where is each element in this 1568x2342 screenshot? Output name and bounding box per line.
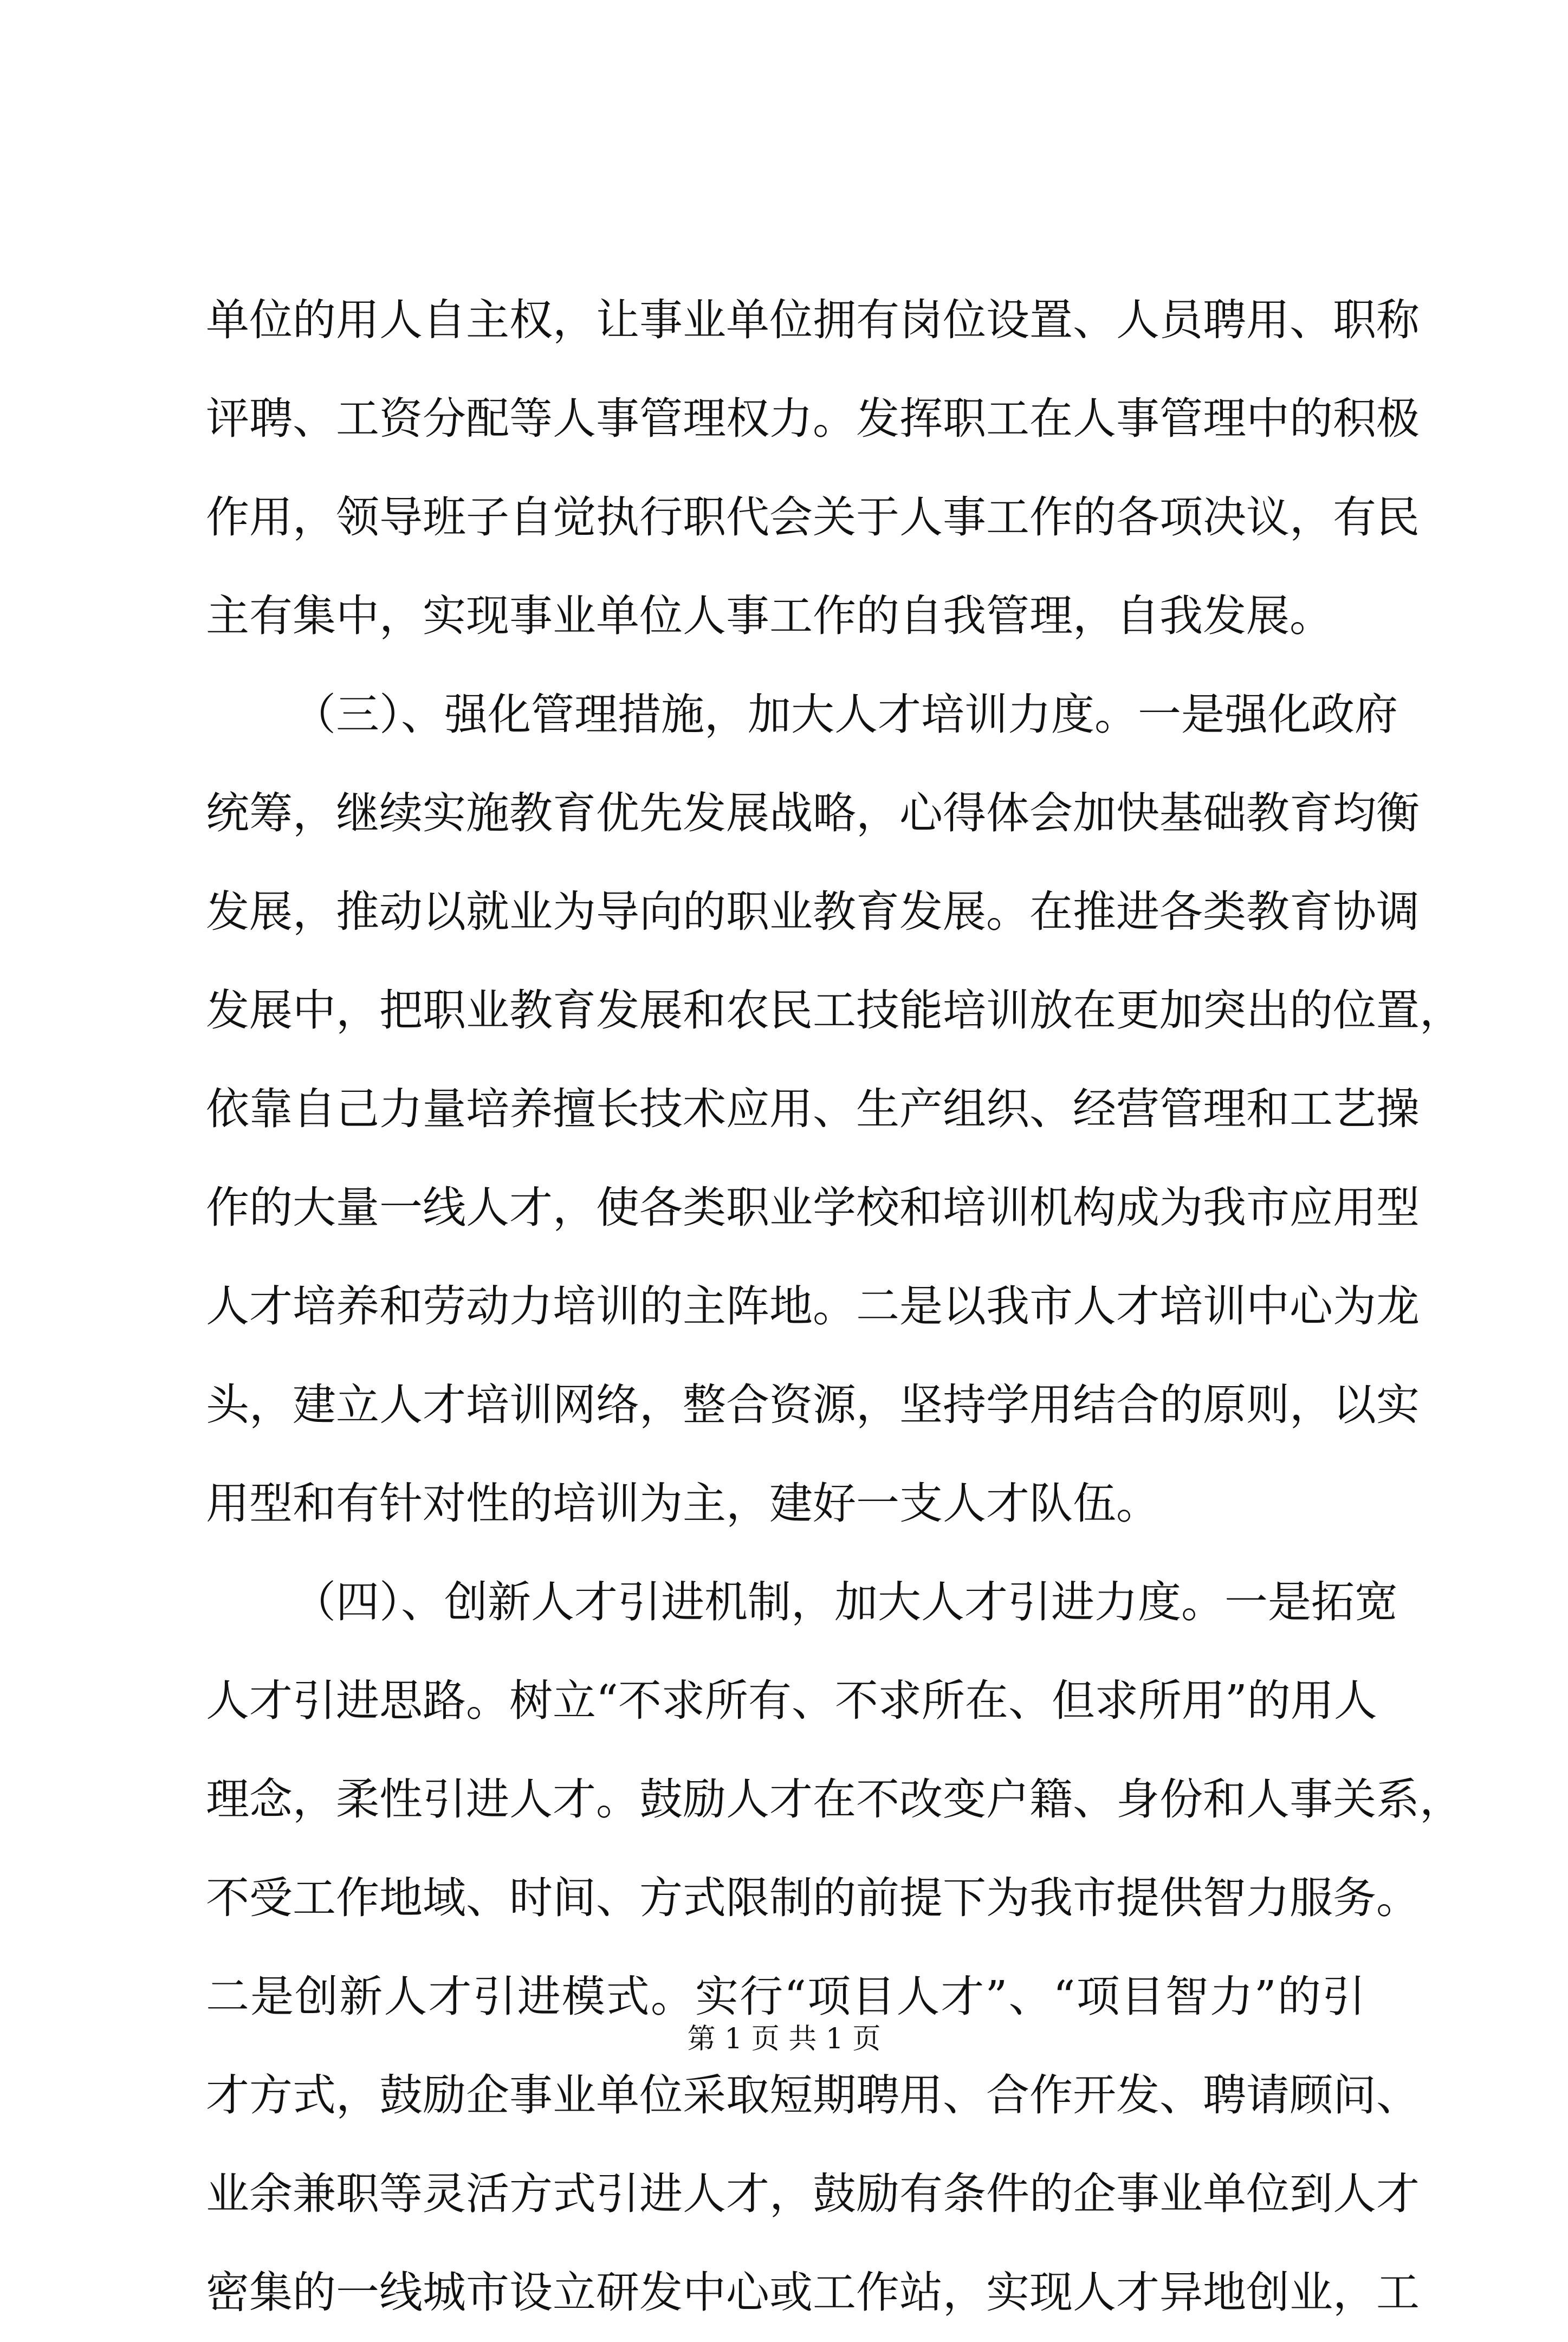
text-line: 主有集中，实现事业单位人事工作的自我管理，自我发展。 [206, 591, 1333, 641]
text-line: 统筹，继续实施教育优先发展战略，心得体会加快基础教育均衡 [206, 788, 1420, 838]
text-line: 发展，推动以就业为导向的职业教育发展。在推进各类教育协调 [206, 887, 1420, 937]
page-footer: 第 1 页 共 1 页 [687, 2023, 881, 2055]
text-line: 单位的用人自主权，让事业单位拥有岗位设置、人员聘用、职称 [206, 295, 1420, 345]
text-line: 头，建立人才培训网络，整合资源，坚持学用结合的原则，以实 [206, 1380, 1420, 1430]
text-line: 理念，柔性引进人才。鼓励人才在不改变户籍、身份和人事关系， [206, 1774, 1463, 1825]
text-line: 作用，领导班子自觉执行职代会关于人事工作的各项决议，有民 [206, 492, 1420, 542]
section-heading-line: （三）、强化管理措施，加大人才培训力度。一是强化政府 [293, 689, 1398, 740]
section-heading-line: （四）、创新人才引进机制，加大人才引进力度。一是拓宽 [293, 1577, 1398, 1627]
text-line: 密集的一线城市设立研发中心或工作站，实现人才异地创业，工 [206, 2267, 1420, 2318]
text-line: 用型和有针对性的培训为主，建好一支人才队伍。 [206, 1478, 1159, 1529]
text-line: 不受工作地域、时间、方式限制的前提下为我市提供智力服务。 [206, 1873, 1420, 1923]
text-line: 依靠自己力量培养擅长技术应用、生产组织、经营管理和工艺操 [206, 1084, 1420, 1134]
text-line: 人才培养和劳动力培训的主阵地。二是以我市人才培训中心为龙 [206, 1281, 1420, 1331]
text-line: 发展中，把职业教育发展和农民工技能培训放在更加突出的位置， [206, 985, 1463, 1036]
text-line: 评聘、工资分配等人事管理权力。发挥职工在人事管理中的积极 [206, 393, 1420, 444]
text-line: 二是创新人才引进模式。实行“项目人才”、“项目智力”的引 [206, 1971, 1365, 2022]
text-line: 人才引进思路。树立“不求所有、不求所在、但求所用”的用人 [206, 1675, 1377, 1726]
text-line: 才方式，鼓励企事业单位采取短期聘用、合作开发、聘请顾问、 [206, 2070, 1420, 2120]
text-line: 作的大量一线人才，使各类职业学校和培训机构成为我市应用型 [206, 1182, 1420, 1233]
text-line: 业余兼职等灵活方式引进人才，鼓励有条件的企事业单位到人才 [206, 2169, 1420, 2219]
